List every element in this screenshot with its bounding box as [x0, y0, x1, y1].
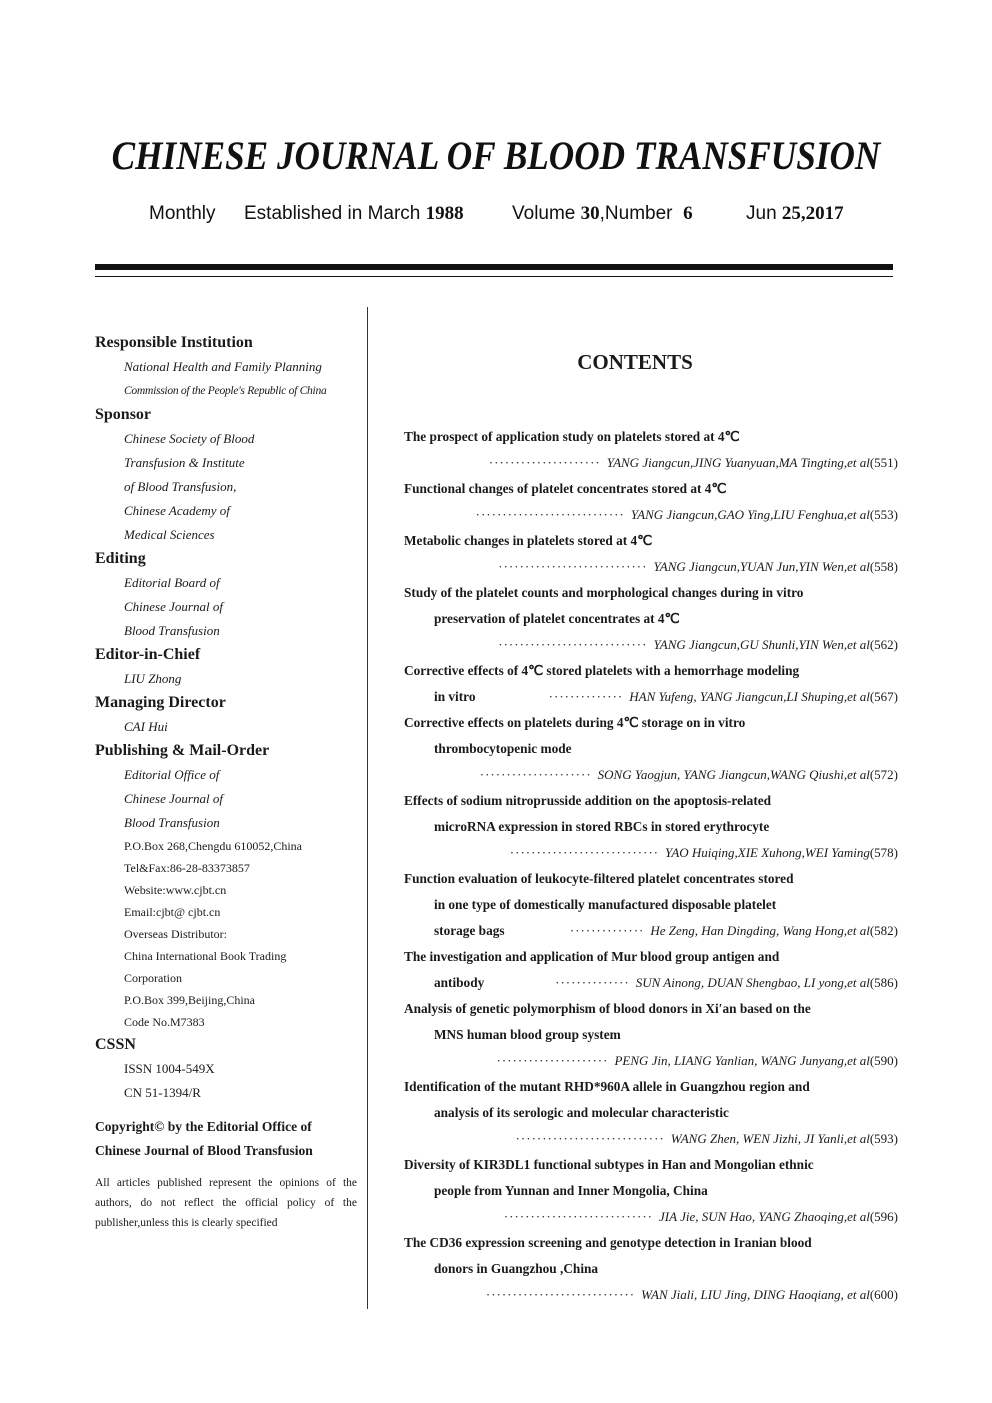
toc-entry-authors: ····················· PENG Jin, LIANG Yanlian, WANG Junyang,et al(590)	[496, 1053, 898, 1068]
toc-entry[interactable]	[404, 1230, 898, 1308]
toc-entry[interactable]	[404, 996, 898, 1074]
editor-in-chief-heading: Editor-in-Chief	[95, 646, 201, 663]
toc-entry-page: (586)	[869, 975, 898, 990]
toc-entry-authors: ···························· WANG Zhen, WEN Jizhi, JI Yanli,et al(593)	[515, 1131, 898, 1146]
publishing-email: Email:cjbt@ cjbt.cn	[124, 905, 221, 919]
header-rule-thick	[95, 264, 893, 270]
toc-entry-title: Corrective effects on platelets during 4℃ storage on in vitro	[404, 715, 746, 730]
publishing-distributor: Corporation	[124, 971, 182, 985]
toc-entry-title: Analysis of genetic polymorphism of blood donors in Xi′an based on the	[404, 1001, 811, 1016]
sponsor-line: Chinese Academy of	[124, 503, 230, 518]
toc-entry-page: (562)	[869, 637, 898, 652]
toc-entry-page: (596)	[869, 1209, 898, 1224]
toc-entry[interactable]	[404, 476, 898, 528]
toc-entry-authors: ···························· YANG Jiangcun,GAO Ying,LIU Fenghua,et al(553)	[475, 507, 898, 522]
responsible-institution-line: Commission of the People's Republic of China	[124, 384, 327, 397]
toc-entry[interactable]	[404, 710, 898, 788]
toc-entry-page: (572)	[869, 767, 898, 782]
toc-entry-title: The prospect of application study on platelets stored at 4℃	[404, 429, 740, 444]
toc-entry-page: (578)	[869, 845, 898, 860]
responsible-institution-heading: Responsible Institution	[95, 334, 253, 351]
publishing-line: Blood Transfusion	[124, 815, 220, 830]
toc-entry-authors: ···························· YANG Jiangcun,YUAN Jun,YIN Wen,et al(558)	[498, 559, 898, 574]
toc-entry-authors: ···························· YAO Huiqing,XIE Xuhong,WEI Yaming(578)	[509, 845, 898, 860]
volume-number: Volume 30,Number 6	[512, 203, 693, 224]
toc-entry-authors: ···························· YANG Jiangcun,GU Shunli,YIN Wen,et al(562)	[498, 637, 898, 652]
journal-title: CHINESE JOURNAL OF BLOOD TRANSFUSION	[111, 133, 881, 178]
publishing-address: P.O.Box 268,Chengdu 610052,China	[124, 839, 303, 853]
toc-entry-page: (553)	[869, 507, 898, 522]
toc-entry-page: (600)	[869, 1287, 898, 1302]
column-divider	[367, 307, 368, 1309]
toc-entry-title: Metabolic changes in platelets stored at 4℃	[404, 533, 653, 548]
copyright-line: Chinese Journal of Blood Transfusion	[95, 1143, 313, 1158]
publishing-heading: Publishing & Mail-Order	[95, 742, 270, 759]
publishing-code: Code No.M7383	[124, 1015, 205, 1029]
toc-entry-title: Study of the platelet counts and morphological changes during in vitro	[404, 585, 804, 600]
publishing-telfax: Tel&Fax:86-28-83373857	[124, 861, 250, 875]
toc-entry-title: The investigation and application of Mur blood group antigen and	[404, 949, 780, 964]
sponsor-line: of Blood Transfusion,	[124, 479, 237, 494]
sponsor-line: Transfusion & Institute	[124, 455, 245, 470]
publishing-line: Editorial Office of	[124, 767, 220, 782]
toc-entry[interactable]	[404, 580, 898, 658]
toc-entry-title: Functional changes of platelet concentrates stored at 4℃	[404, 481, 727, 496]
copyright-line: Copyright© by the Editorial Office of	[95, 1119, 312, 1134]
toc-entry-authors: ···························· WAN Jiali, LIU Jing, DING Haoqiang, et al(600)	[485, 1287, 898, 1302]
toc-entry-title: people from Yunnan and Inner Mongolia, China	[434, 1183, 708, 1198]
cn-number: CN 51-1394/R	[124, 1085, 201, 1100]
toc-entry[interactable]	[404, 1074, 898, 1152]
sponsor-line: Medical Sciences	[124, 527, 215, 542]
publishing-distributor-label: Overseas Distributor:	[124, 927, 227, 941]
toc-entry-authors: ···························· JIA Jie, SUN Hao, YANG Zhaoqing,et al(596)	[503, 1209, 898, 1224]
toc-entry[interactable]	[404, 424, 898, 476]
toc-entry-title: Effects of sodium nitroprusside addition on the apoptosis-related	[404, 793, 772, 808]
toc-entry-title: Identification of the mutant RHD*960A allele in Guangzhou region and	[404, 1079, 810, 1094]
toc-entry[interactable]	[404, 1152, 898, 1230]
toc-entry-page: (590)	[869, 1053, 898, 1068]
established: Established in March 1988	[244, 203, 464, 224]
toc-entry[interactable]	[404, 866, 898, 944]
toc-entry-title: preservation of platelet concentrates at 4℃	[434, 611, 680, 626]
toc-entry-page: (593)	[869, 1131, 898, 1146]
responsible-institution-line: National Health and Family Planning	[124, 359, 322, 374]
toc-entry-title: microRNA expression in stored RBCs in stored erythrocyte	[434, 819, 770, 834]
contents-heading: CONTENTS	[577, 350, 693, 374]
cssn-heading: CSSN	[95, 1036, 136, 1053]
toc-entry-title: Corrective effects of 4℃ stored platelets with a hemorrhage modeling	[404, 663, 800, 678]
disclaimer: All articles published represent the opinions of the authors, do not reflect the official policy of the publisher,unless this is clearly specified	[95, 1177, 357, 1229]
toc-entry-page: (558)	[869, 559, 898, 574]
toc-entry-title: donors in Guangzhou ,China	[434, 1261, 599, 1276]
toc-entry-title: The CD36 expression screening and genotype detection in Iranian blood	[404, 1235, 812, 1250]
sponsor-line: Chinese Society of Blood	[124, 431, 255, 446]
toc-entry-page: (567)	[869, 689, 898, 704]
toc-entry-authors: antibody ·············· SUN Ainong, DUAN Shengbao, LI yong,et al(586)	[434, 975, 898, 990]
editing-line: Blood Transfusion	[124, 623, 220, 638]
toc-entry[interactable]	[404, 528, 898, 580]
frequency: Monthly	[149, 203, 216, 224]
sponsor-heading: Sponsor	[95, 406, 152, 423]
copyright	[95, 1115, 360, 1163]
toc-entry[interactable]	[404, 944, 898, 996]
editing-line: Chinese Journal of	[124, 599, 223, 614]
toc-entry-title: thrombocytopenic mode	[434, 741, 572, 756]
managing-director-name: CAI Hui	[124, 719, 168, 734]
editing-heading: Editing	[95, 550, 146, 567]
publishing-website: Website:www.cjbt.cn	[124, 883, 227, 897]
toc-entry[interactable]	[404, 788, 898, 866]
publishing-distributor-address: P.O.Box 399,Beijing,China	[124, 993, 256, 1007]
toc-entry-authors: ····················· YANG Jiangcun,JING Yuanyuan,MA Tingting,et al(551)	[488, 455, 898, 470]
toc-entry-page: (582)	[869, 923, 898, 938]
table-of-contents	[404, 424, 898, 1308]
editor-in-chief-name: LIU Zhong	[124, 671, 182, 686]
toc-entry-authors: ····················· SONG Yaogjun, YANG Jiangcun,WANG Qiushi,et al(572)	[479, 767, 898, 782]
toc-entry[interactable]	[404, 658, 898, 710]
toc-entry-title: Function evaluation of leukocyte-filtered platelet concentrates stored	[404, 871, 794, 886]
issn: ISSN 1004-549X	[124, 1061, 215, 1076]
toc-entry-title: MNS human blood group system	[434, 1027, 621, 1042]
toc-entry-title: Diversity of KIR3DL1 functional subtypes in Han and Mongolian ethnic	[404, 1157, 814, 1172]
toc-entry-page: (551)	[869, 455, 898, 470]
toc-entry-title: in one type of domestically manufactured disposable platelet	[434, 897, 777, 912]
masthead-sidebar	[95, 331, 360, 1233]
publishing-line: Chinese Journal of	[124, 791, 223, 806]
publishing-distributor: China International Book Trading	[124, 949, 287, 963]
toc-entry-authors: storage bags ·············· He Zeng, Han Dingding, Wang Hong,et al(582)	[434, 923, 898, 938]
managing-director-heading: Managing Director	[95, 694, 226, 711]
header-rule-thin	[95, 276, 893, 277]
toc-entry-title: analysis of its serologic and molecular characteristic	[434, 1105, 729, 1120]
toc-entry-authors: in vitro ·············· HAN Yufeng, YANG Jiangcun,LI Shuping,et al(567)	[434, 689, 898, 704]
issue-date: Jun 25,2017	[746, 203, 844, 224]
editing-line: Editorial Board of	[124, 575, 220, 590]
